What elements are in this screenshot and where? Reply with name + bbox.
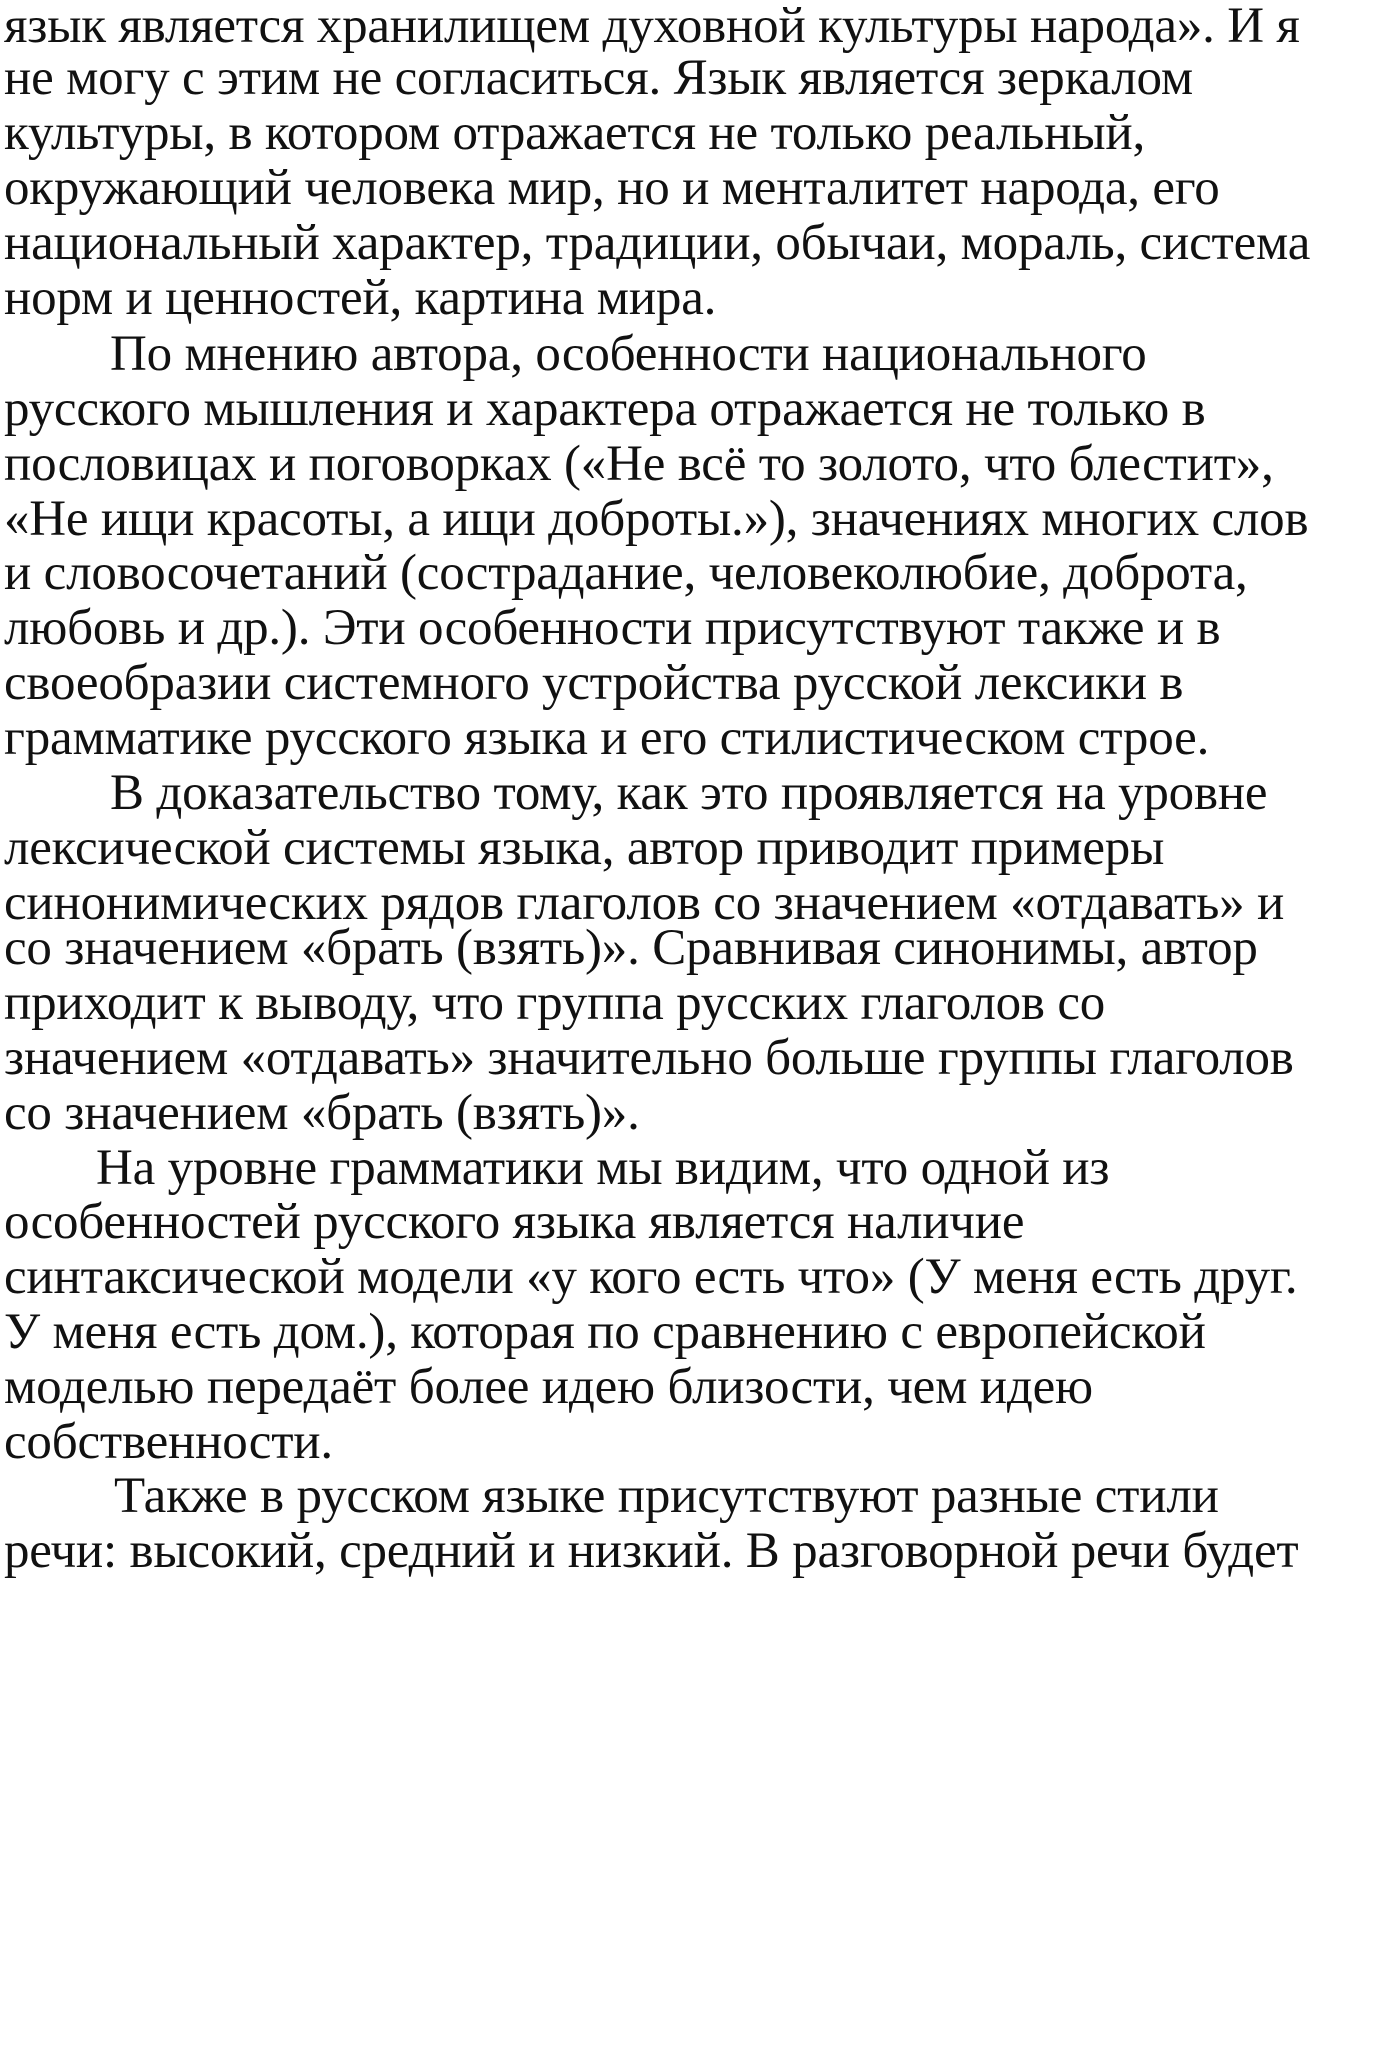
text-line: культуры, в котором отражается не только реальный, — [4, 105, 1146, 161]
text-line: синтаксической модели «у кого есть что» (У меня есть друг. — [4, 1249, 1298, 1305]
text-line: моделью передаёт более идею близости, чем идею — [4, 1359, 1093, 1415]
text-line: пословицах и поговорках («Не всё то золото, что блестит», — [4, 436, 1274, 492]
text-line: со значением «брать (взять)». — [4, 1085, 640, 1141]
text-line: и словосочетаний (сострадание, человеколюбие, доброта, — [4, 545, 1248, 601]
text-line: язык является хранилищем духовной культуры народа». И я — [4, 0, 1300, 54]
text-line: своеобразии системного устройства русской лексики в — [4, 655, 1184, 711]
text-line: грамматике русского языка и его стилистическом строе. — [4, 710, 1210, 766]
text-line: синонимических рядов глаголов со значением «отдавать» и — [4, 875, 1285, 931]
paragraph-first-line: Также в русском языке присутствуют разные стили — [114, 1468, 1219, 1524]
text-line: норм и ценностей, картина мира. — [4, 270, 717, 326]
text-line: «Не ищи красоты, а ищи доброты.»), значениях многих слов — [4, 491, 1309, 547]
paragraph-first-line: На уровне грамматики мы видим, что одной из — [96, 1140, 1110, 1196]
text-line: собственности. — [4, 1414, 333, 1470]
text-line: лексической системы языка, автор приводит примеры — [4, 820, 1165, 876]
text-line: речи: высокий, средний и низкий. В разговорной речи будет — [4, 1523, 1299, 1579]
text-line: русского мышления и характера отражается не только в — [4, 381, 1206, 437]
text-line: особенностей русского языка является наличие — [4, 1194, 1025, 1250]
text-line: окружающий человека мир, но и менталитет народа, его — [4, 160, 1220, 216]
text-line: значением «отдавать» значительно больше группы глаголов — [4, 1030, 1294, 1086]
paragraph-first-line: В доказательство тому, как это проявляется на уровне — [110, 765, 1268, 821]
text-line: любовь и др.). Эти особенности присутствуют также и в — [4, 600, 1221, 656]
paragraph-first-line: По мнению автора, особенности национального — [110, 326, 1147, 382]
text-line: не могу с этим не согласиться. Язык является зеркалом — [4, 50, 1193, 106]
text-line: приходит к выводу, что группа русских глаголов со — [4, 975, 1106, 1031]
text-line: со значением «брать (взять)». Сравнивая синонимы, автор — [4, 920, 1258, 976]
text-line: У меня есть дом.), которая по сравнению с европейской — [4, 1304, 1206, 1360]
text-line: национальный характер, традиции, обычаи, мораль, система — [4, 215, 1311, 271]
